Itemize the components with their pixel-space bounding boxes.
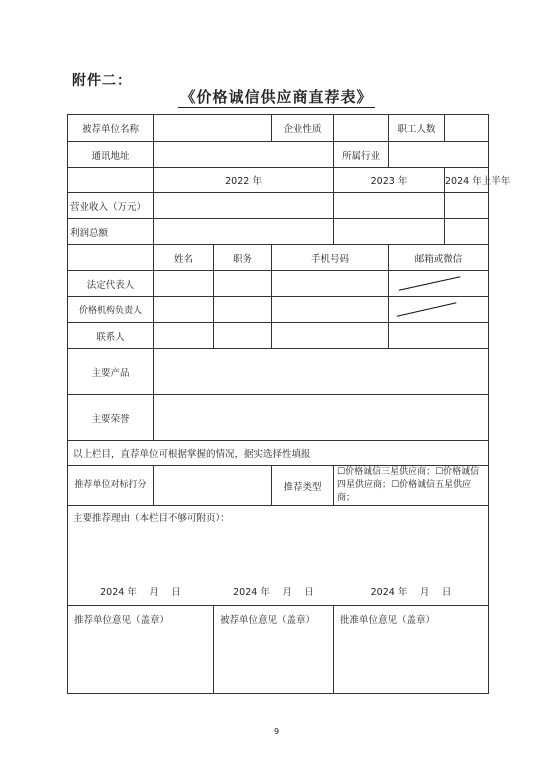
legal-rep-mobile-field[interactable] — [272, 271, 389, 297]
strikethrough-line-icon — [389, 271, 488, 296]
enterprise-nature-field[interactable] — [334, 115, 389, 142]
industry-field[interactable] — [389, 142, 489, 168]
main-honors-field[interactable] — [154, 395, 489, 441]
form-row-price-head — [68, 297, 489, 323]
legal-rep-position-field[interactable] — [214, 271, 272, 297]
contact-corner-cell — [68, 245, 154, 271]
main-products-field[interactable] — [154, 349, 489, 395]
email-wechat-header: 邮箱或微信 — [389, 245, 489, 271]
profit-label: 利润总额 — [68, 219, 154, 245]
form-row-years — [68, 168, 489, 193]
form-row-signatures — [68, 606, 489, 694]
year-2023-label: 2023 年 — [334, 168, 445, 193]
attachment-label: 附件二： — [72, 73, 132, 89]
form-row-note — [68, 441, 489, 466]
signature-block-recommender[interactable] — [68, 587, 214, 694]
main-products-label: 主要产品 — [68, 349, 154, 395]
revenue-2023-field[interactable] — [334, 193, 445, 219]
score-label: 推荐单位对标打分 — [68, 466, 154, 506]
form-title — [0, 86, 553, 107]
form-row-main-products — [68, 349, 489, 395]
main-honors-label: 主要荣誉 — [68, 395, 154, 441]
strikethrough-line-icon — [389, 297, 488, 322]
price-head-email-field — [389, 297, 489, 323]
revenue-2024-field[interactable] — [445, 193, 489, 219]
contact-person-label: 联系人 — [68, 323, 154, 349]
year-2022-label: 2022 年 — [154, 168, 334, 193]
profit-2022-field[interactable] — [154, 219, 334, 245]
address-label: 通讯地址 — [68, 142, 154, 168]
approver-date: 2024 年 月 日 — [370, 587, 452, 598]
price-head-mobile-field[interactable] — [272, 297, 389, 323]
signature-block-recommended[interactable] — [214, 587, 334, 694]
industry-label: 所属行业 — [334, 142, 389, 168]
price-head-position-field[interactable] — [214, 297, 272, 323]
rec-type-options[interactable]: ☐价格诚信三星供应商；☐价格诚信四星供应商；☐价格诚信五星供应商； — [334, 466, 489, 506]
contact-person-position-field[interactable] — [214, 323, 272, 349]
employee-count-field[interactable] — [445, 115, 489, 142]
mobile-header: 手机号码 — [272, 245, 389, 271]
enterprise-nature-label: 企业性质 — [272, 115, 334, 142]
page-number: 9 — [273, 727, 280, 736]
profit-2024-field[interactable] — [445, 219, 489, 245]
position-header: 职务 — [214, 245, 272, 271]
year-2024h1-label: 2024 年上半年 — [445, 168, 489, 193]
legal-rep-name-field[interactable] — [154, 271, 214, 297]
form-title-text: 《价格诚信供应商直荐表》 — [180, 88, 373, 106]
contact-person-mobile-field[interactable] — [272, 323, 389, 349]
recommended-opinion-label: 被荐单位意见（盖章） — [220, 615, 316, 626]
form-row-revenue — [68, 193, 489, 219]
year-corner-cell — [68, 168, 154, 193]
recommended-date: 2024 年 月 日 — [233, 587, 314, 598]
form-row-legal-rep — [68, 271, 489, 297]
form-row-name — [68, 115, 489, 142]
revenue-2022-field[interactable] — [154, 193, 334, 219]
recommended-unit-name-field[interactable] — [154, 115, 272, 142]
form-row-contact-headers — [68, 245, 489, 271]
price-head-label: 价格机构负责人 — [68, 297, 154, 323]
legal-rep-label: 法定代表人 — [68, 271, 154, 297]
revenue-label: 营业收入（万元） — [68, 193, 154, 219]
recommended-unit-name-label: 被荐单位名称 — [68, 115, 154, 142]
recommender-date: 2024 年 月 日 — [100, 587, 181, 598]
main-reason-label: 主要推荐理由（本栏目不够可附页）： — [73, 513, 230, 524]
contact-person-name-field[interactable] — [154, 323, 214, 349]
recommender-opinion-label: 推荐单位意见（盖章） — [74, 615, 170, 626]
signature-block-approver[interactable] — [334, 587, 489, 694]
name-header: 姓名 — [154, 245, 214, 271]
legal-rep-email-field — [389, 271, 489, 297]
form-row-score — [68, 466, 489, 506]
recommendation-form — [67, 114, 511, 694]
form-row-main-honors — [68, 395, 489, 441]
approver-opinion-label: 批准单位意见（盖章） — [340, 615, 436, 626]
rec-type-label: 推荐类型 — [272, 466, 334, 506]
form-row-address — [68, 142, 489, 168]
contact-person-email-field[interactable] — [389, 323, 489, 349]
price-head-name-field[interactable] — [154, 297, 214, 323]
form-row-profit — [68, 219, 489, 245]
employee-count-label: 职工人数 — [389, 115, 445, 142]
selective-fill-note: 以上栏目，直荐单位可根据掌握的情况，据实选择性填报 — [68, 441, 489, 466]
profit-2023-field[interactable] — [334, 219, 445, 245]
address-field[interactable] — [154, 142, 334, 168]
form-row-contact-person — [68, 323, 489, 349]
score-field[interactable] — [154, 466, 272, 506]
